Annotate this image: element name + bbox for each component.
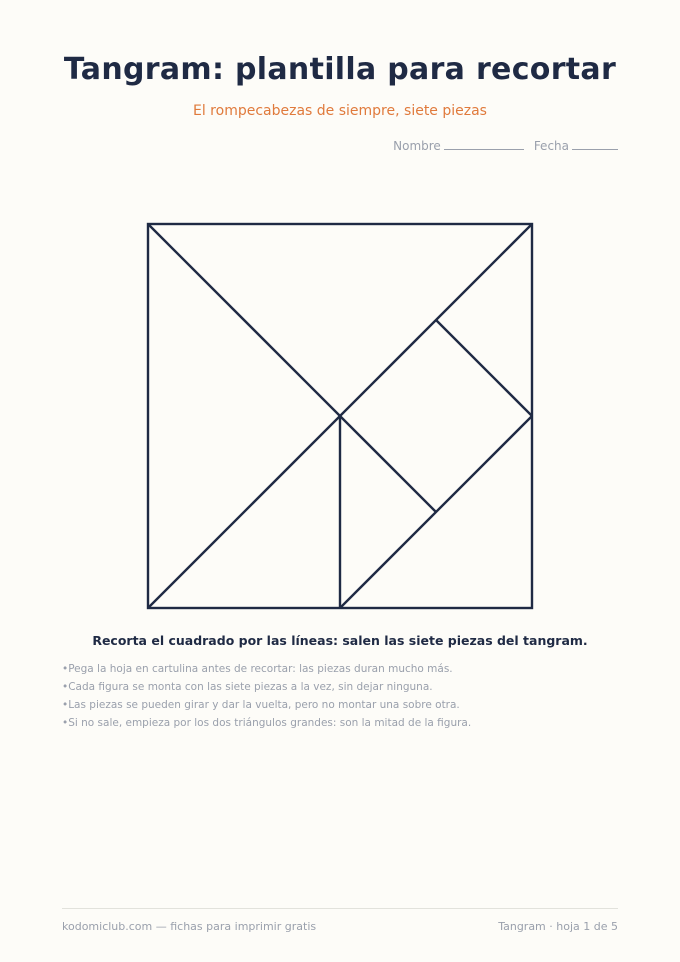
cut-line-square-lower [340, 416, 436, 512]
page-subtitle: El rompecabezas de siempre, siete piezas [193, 103, 487, 119]
tips-list [62, 660, 471, 732]
footer-divider [62, 908, 618, 909]
name-label: Nombre [393, 139, 441, 153]
date-blank-line [572, 139, 618, 150]
cut-line-square-upper [436, 320, 532, 416]
tip-item: • Las piezas se pueden girar y dar la vuelta, pero no montar una sobre otra. [62, 696, 471, 714]
footer-page-number: Tangram · hoja 1 de 5 [498, 920, 618, 933]
footer-site: kodomiclub.com — fichas para imprimir gratis [62, 920, 317, 933]
tip-item: • Cada figura se monta con las siete piezas a la vez, sin dejar ninguna. [62, 678, 471, 696]
date-field [534, 139, 618, 153]
name-date-fields [393, 139, 618, 153]
tip-item: • Pega la hoja en cartulina antes de recortar: las piezas duran mucho más. [62, 660, 471, 678]
cut-line-diagonal-bottom-left [148, 416, 340, 608]
tangram-template [146, 222, 534, 610]
tip-item: • Si no sale, empieza por los dos triángulos grandes: son la mitad de la figura. [62, 714, 471, 732]
page-title: Tangram: plantilla para recortar [63, 52, 617, 87]
name-blank-line [444, 139, 524, 150]
instruction-caption: Recorta el cuadrado por las líneas: salen las siete piezas del tangram. [92, 633, 588, 648]
cut-line-diagonal-left [148, 224, 340, 416]
date-label: Fecha [533, 139, 569, 153]
name-field [393, 139, 524, 153]
